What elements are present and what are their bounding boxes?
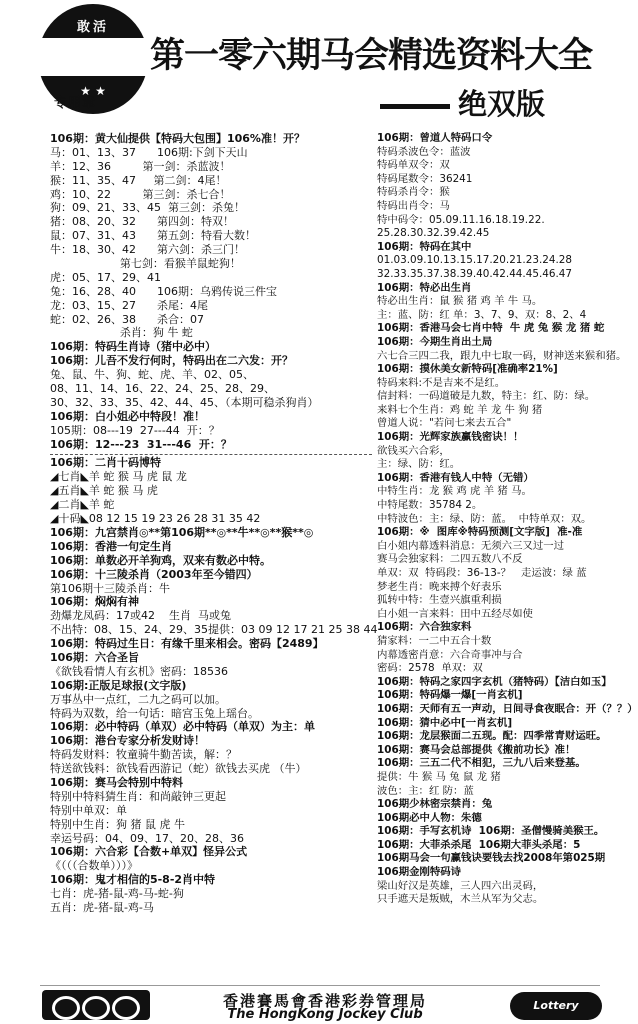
text-line: 106期：必中特码（单双）必中特码（单双）为主：单 [50, 720, 315, 734]
text-line: 特码为双数，给一句话：暗宫玉兔上瑶台。 [50, 706, 259, 720]
text-line: 鸡：10、22 第三剑：杀七合！ [50, 187, 231, 201]
text-line: 白小姐内幕透料消息：无须六三又过一过 [377, 539, 565, 552]
text-line: 虎：05、17、29、41 [50, 270, 161, 284]
text-line: 猴：11、35、47 第二剑：4尾！ [50, 173, 227, 187]
text-line: 106期马会一句赢钱诀要钱去找2008年第025期 [377, 852, 606, 865]
text-line: 08、11、14、16、22、24、25、28、29、 [50, 382, 275, 396]
text-line: 106期：焖焖有神 [50, 595, 139, 609]
text-line: 特别中特料猜生肖：和尚敲钟三更起 [50, 789, 226, 803]
text-line: 主：蓝、防：红 单：3、7、9、双：8、2、4 [377, 308, 587, 321]
text-line: 信封料：一码道破是九数，特主：红、防：绿。 [377, 390, 596, 403]
text-line: 密码：2578 单双：双 [377, 662, 483, 675]
text-line: 兔：16、28、40 106期：乌鸦传说三件宝 [50, 284, 277, 298]
text-line: 波色：主：红 防：蓝 [377, 784, 474, 797]
text-line: 106期少林密宗禁肖：兔 [377, 798, 493, 811]
text-line: 106期:正版足球报(文字版) [50, 678, 187, 692]
text-line: 狐转中特：生壹兴旗重利损 [377, 594, 502, 607]
text-line: 106期：九宫禁肖◎**第106期**◎**牛**◎**猴**◎ [50, 525, 314, 539]
text-line: 不出特：08、15、24、29、35提供：03 09 12 17 21 25 38 44 [50, 623, 378, 637]
text-line: 106期：龙层猴面二五现。配：四季常青财运旺。 [377, 730, 607, 743]
text-line: 106期必中人物：朱德 [377, 811, 482, 824]
text-line: 提供：牛 猴 马 兔 鼠 龙 猪 [377, 770, 501, 783]
text-line: 106期：大菲杀杀尾 106期大菲头杀尾：5 [377, 838, 581, 851]
text-line: 单双：双 特码段：36-13-？ 走运波：绿 蓝 [377, 567, 587, 579]
text-line: ◢五肖◣羊 蛇 猴 马 虎 [50, 484, 158, 498]
text-line: 幸运号码：04、09、17、20、28、36 [50, 831, 244, 845]
text-line: 劲爆龙凤码：17或42 生肖 马或兔 [50, 609, 231, 623]
text-line: 105期：08---19 27---44 开：？ [50, 423, 220, 437]
text-line: ◢七肖◣羊 蛇 猴 马 虎 鼠 龙 [50, 470, 187, 484]
text-line: 30、32、33、35、42、44、45、（本期可稳杀狗肖） [50, 395, 319, 409]
section-divider [50, 451, 372, 455]
text-line: 《（（（合数单）））》 [50, 859, 138, 873]
text-line: 106期：鬼才相信的5-8-2肖中特 [50, 873, 216, 887]
text-line: 特码单双令：双 [377, 159, 450, 172]
text-line: ◢二肖◣羊 蛇 [50, 498, 115, 512]
text-line: 106期：猜中必中[一肖玄机] [377, 716, 513, 729]
text-line: 马：01、13、37 106期:下剑下天山 [50, 145, 248, 159]
text-line: 106期：单数必开羊狗鸡，双来有数必中特。 [50, 553, 271, 567]
text-line: 鼠：07、31、43 第五剑：特看大数！ [50, 229, 256, 243]
text-line: 106期：光辉家族赢钱密诀！！ [377, 431, 524, 444]
text-line: 106期：香港一句定生肖 [50, 539, 172, 553]
text-line: 万事丛中一点红，二九之码可以加。 [50, 692, 226, 706]
text-line: 中特尾数：35784 2。 [377, 499, 483, 512]
text-line: 106期：今期生肖出土局 [377, 335, 493, 348]
seal-stamp: 敢活 ★ ★ [38, 4, 148, 114]
text-line: 106期：曾道人特码口令 [377, 132, 493, 144]
text-line: 106期：香港有钱人中特（无错） [377, 471, 534, 484]
lottery-oval-logo: Lottery [510, 992, 602, 1020]
text-line: 106期：特码过生日：有缘千里来相会。密码【2489】 [50, 637, 324, 651]
text-line: 中特生肖：龙 猴 鸡 虎 羊 猪 马。 [377, 485, 532, 498]
text-line: 25.28.30.32.39.42.45 [377, 227, 490, 240]
seal-text: 敢活 [76, 20, 109, 35]
text-line: 106期：12---23 31---46 开：？ [50, 437, 232, 451]
text-line: 特送欲钱料：欲钱看西游记（蛇）欲钱去买虎 （牛） [50, 762, 307, 776]
text-line: 龙：03、15、27 杀尾：4尾 [50, 298, 208, 312]
subtitle-text: 绝双版 [458, 87, 546, 121]
text-line: 猜家料：一二中五合十数 [377, 634, 492, 647]
text-line: 106期：十三陵杀肖（2003年至今错四） [50, 567, 258, 581]
page-title: 第一零六期马会精选资料大全 [150, 35, 593, 76]
text-line: 106期：儿吾不发行何时，特码出在二六发：开？ [50, 354, 293, 368]
text-line: 第七剑：看猴羊鼠蛇狗！ [50, 257, 241, 271]
text-line: 赛马会独家料：二四五数八不反 [377, 553, 523, 566]
text-line: 106期：赛马会特别中特料 [50, 775, 183, 789]
text-line: 106期：特码之家四字玄机（猪特码）【洁白如玉】 [377, 675, 612, 688]
text-line: 106期：港台专家分析发财诗！ [50, 734, 205, 748]
text-line: 杀肖：狗 牛 蛇 [50, 326, 193, 340]
footer-org-en: The HongKong Jockey Club [227, 1007, 423, 1022]
footer-divider [40, 985, 600, 986]
text-line: 内幕透密肖意：六合奇事冲与合 [377, 648, 523, 661]
text-line: 白小姐一言来料：田中五经尽如使 [377, 607, 533, 620]
text-line: 七肖：虎-猪-鼠-鸡-马-蛇-狗 [50, 887, 184, 901]
footer-org-cn: 香港賽馬會香港彩券管理局 [222, 992, 427, 1010]
text-line: 106期：摸休美女新特码[准确率21%] [377, 363, 558, 376]
text-line: 六七合三四二我，跟九中七取一码，财神送来猴和猪。 [377, 349, 627, 362]
text-line: 第106期十三陵杀肖：牛 [50, 581, 170, 595]
text-line: 五肖：虎-猪-鼠-鸡-马 [50, 900, 154, 914]
text-line: 来料七个生肖：鸡 蛇 羊 龙 牛 狗 猪 [377, 403, 543, 416]
text-line: 32.33.35.37.38.39.40.42.44.45.46.47 [377, 267, 572, 280]
text-line: 106期：白小姐必中特段！准！ [50, 409, 205, 423]
text-line: 106期：黄大仙提供【特码大包围】106%准！开？ [50, 132, 305, 145]
right-column [377, 132, 638, 960]
lottery-rings-logo [42, 990, 150, 1020]
text-line: 特码杀肖令：猴 [377, 186, 450, 199]
text-line: 梁山好汉是英雄，三人四六出灵码， [377, 879, 544, 892]
text-line: 曾道人说："若问七来去五合" [377, 417, 512, 430]
text-line: 特必出生肖：鼠 猴 猪 鸡 羊 牛 马。 [377, 295, 543, 308]
text-line: 《欲钱看情人有玄机》密码：18536 [50, 664, 228, 678]
seal-label: 专用章 [54, 96, 97, 111]
text-line: 梦老生肖：晚来搏个好表乐 [377, 580, 502, 593]
text-line: 106期：手写玄机诗 106期：圣僧慢骑美猴王。 [377, 825, 605, 838]
text-line: 106期：香港马会七肖中特 牛 虎 兔 猴 龙 猪 蛇 [377, 322, 605, 335]
text-line: 羊：12、36 第一剑：杀蓝波！ [50, 159, 231, 173]
text-line: 106期：三五二代不相犯，三九八后来登基。 [377, 757, 586, 770]
text-line: 只手遮天是叛贼，木兰从军为父志。 [377, 893, 544, 906]
text-line: 欲钱买六合彩， [377, 444, 450, 457]
text-line: 106期：六合彩【合数+单双】怪异公式 [50, 845, 248, 859]
text-line: 主：绿、防：红。 [377, 458, 461, 471]
text-line: 猪：08、20、32 第四剑：特双！ [50, 215, 234, 229]
text-line: 蛇：02、26、38 杀合：07 [50, 312, 204, 326]
text-line: 01.03.09.10.13.15.17.20.21.23.24.28 [377, 254, 572, 267]
text-line: 特码出肖令：马 [377, 199, 450, 212]
text-line: 牛：18、30、42 第六剑：杀三门！ [50, 243, 245, 257]
text-line: 106期：赛马会总部提供《搬前功长》准！ [377, 743, 576, 756]
text-line: 106期：二肖十码博特 [50, 456, 161, 470]
text-line: 106期：特码爆一爆[一肖玄机] [377, 689, 523, 702]
text-line: 106期：六合独家料 [377, 621, 472, 634]
text-line: 特码来料:不是吉来不是红。 [377, 376, 506, 389]
text-line: 特码尾数令：36241 [377, 172, 473, 185]
text-line: 106期：特码在其中 [377, 240, 472, 253]
text-line: 106期：※ 图库※特码预测[文字版] 准-准 [377, 526, 583, 539]
text-line: 106期：特必出生肖 [377, 281, 472, 294]
text-line: 106期：六合圣旨 [50, 650, 139, 664]
text-line: 106期金刚特码诗 [377, 866, 462, 879]
text-line: 特中码令：05.09.11.16.18.19.22. [377, 213, 545, 226]
text-line: 106期：天师有五一声动，日间寻食夜眠合：开（？？） [377, 702, 638, 715]
text-line: 特码杀波色令：蓝波 [377, 145, 471, 158]
page-subtitle [380, 82, 590, 123]
text-line: 特码发财料：牧童骑牛勤苦读，解：？ [50, 748, 237, 762]
text-line: 兔、鼠、牛、狗、蛇、虎、羊、02、05、 [50, 368, 254, 382]
text-line: 狗：09、21、33、45 第三剑：杀兔！ [50, 201, 245, 215]
left-column [50, 132, 378, 960]
text-line: ◢十码◣08 12 15 19 23 26 28 31 35 42 [50, 512, 261, 526]
text-line: 特别中生肖：狗 猪 鼠 虎 牛 [50, 817, 185, 831]
text-line: 特别中单双：单 [50, 803, 127, 817]
text-line: 106期：特码生肖诗（猪中必中） [50, 340, 216, 354]
text-line: 中特波色：主：绿、防：蓝。 中特单双：双。 [377, 512, 592, 525]
